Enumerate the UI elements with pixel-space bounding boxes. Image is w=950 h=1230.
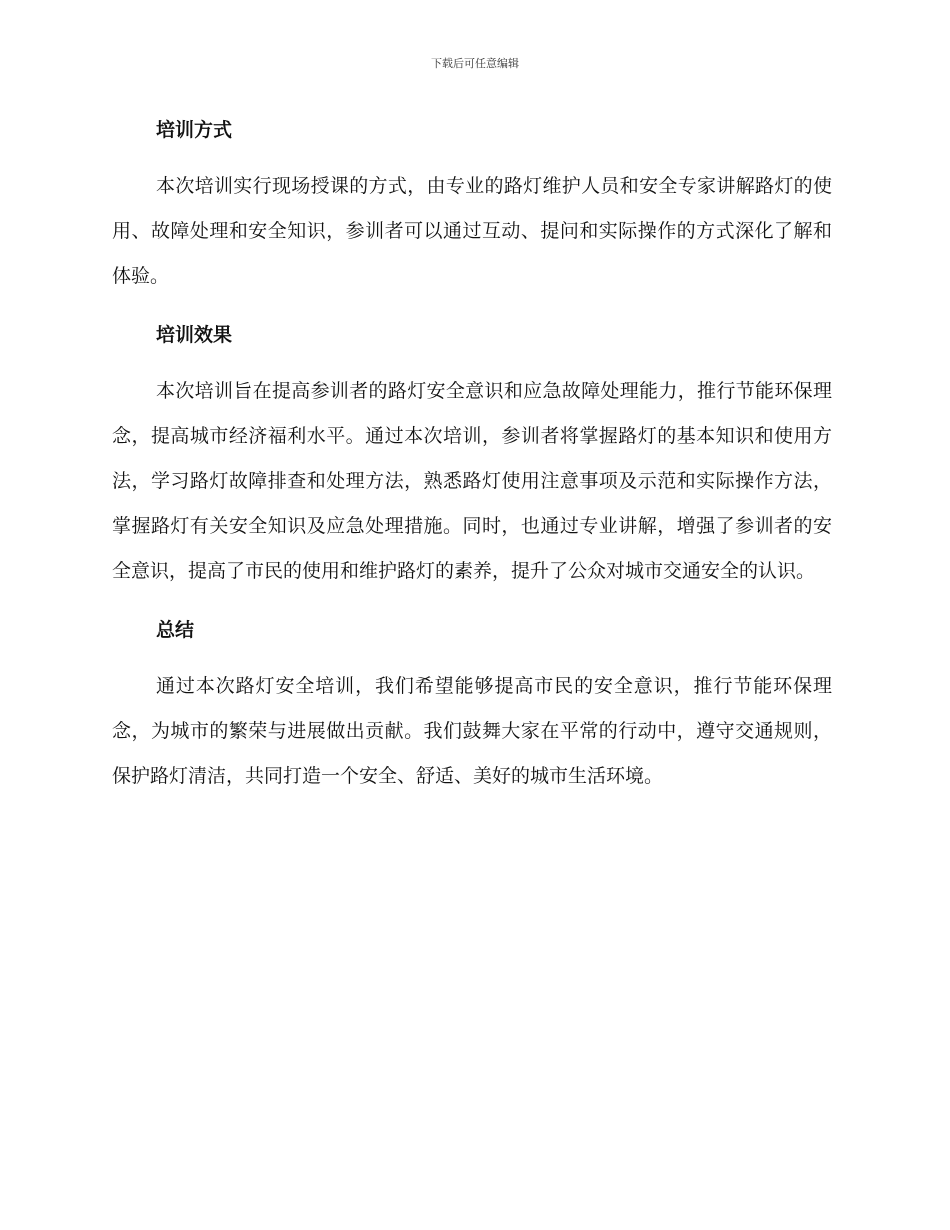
section-heading: 总结 (156, 619, 195, 641)
page-header-note: 下载后可任意编辑 (431, 57, 519, 70)
section-training-effect (112, 313, 832, 594)
document-content (112, 108, 832, 813)
section-paragraph: 本次培训实行现场授课的方式，由专业的路灯维护人员和安全专家讲解路灯的使用、故障处理和安全知识，参训者可以通过互动、提问和实际操作的方式深化了解和体验。 (112, 175, 832, 287)
section-summary (112, 608, 832, 799)
section-heading: 培训方式 (156, 119, 233, 141)
section-training-method (112, 108, 832, 299)
section-heading: 培训效果 (156, 324, 233, 346)
section-paragraph: 本次培训旨在提高参训者的路灯安全意识和应急故障处理能力，推行节能环保理念，提高城市经济福利水平。通过本次培训，参训者将掌握路灯的基本知识和使用方法，学习路灯故障排查和处理方法，熟悉路灯使用注意事项及示范和实际操作方法，掌握路灯有关安全知识及应急处理措施。同时，也通过专业讲解，增强了参训者的安全意识，提高了市民的使用和维护路灯的素养，提升了公众对城市交通安全的认识。 (112, 380, 832, 582)
section-paragraph: 通过本次路灯安全培训，我们希望能够提高市民的安全意识，推行节能环保理念，为城市的繁荣与进展做出贡献。我们鼓舞大家在平常的行动中，遵守交通规则，保护路灯清洁，共同打造一个安全、舒适、美好的城市生活环境。 (112, 675, 832, 787)
